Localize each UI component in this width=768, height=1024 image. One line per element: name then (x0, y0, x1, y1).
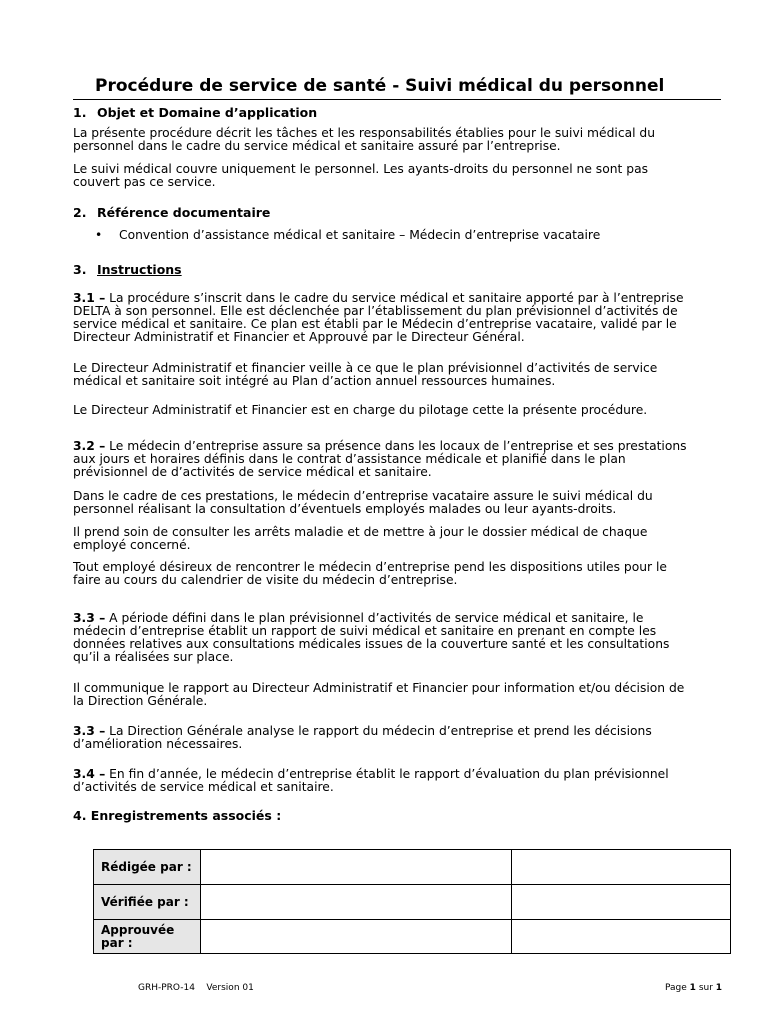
section-3-title: Instructions (97, 262, 182, 277)
section-4-heading: 4. Enregistrements associés : (73, 808, 282, 823)
page-of-word: sur (698, 983, 713, 993)
drafted-by-label: Rédigée par : (94, 850, 201, 885)
document-code: GRH-PRO-14 (138, 983, 195, 993)
text-line: Tout employé désireux de rencontrer le médecin d’entreprise pend les dispositions utiles pour le (73, 560, 667, 574)
item-number: 3.4 – (73, 767, 106, 781)
approval-table (93, 849, 731, 954)
paragraph-3-3-b (73, 682, 721, 708)
text-line: personnel dans le cadre du service médical et sanitaire assuré par l’entreprise. (73, 139, 561, 153)
title-underline (73, 99, 721, 100)
text-line: La présente procédure décrit les tâches et les responsabilités établies pour le suivi médical du (73, 126, 656, 140)
bullet-icon: • (95, 228, 103, 242)
item-number: 3.1 – (73, 291, 106, 305)
document-version: Version 01 (206, 983, 254, 993)
footer-page-number (665, 983, 722, 993)
paragraph-3-3-c (73, 725, 721, 751)
table-row (94, 885, 731, 920)
approved-by-label-line-2: par : (101, 935, 133, 950)
section-1-title: Objet et Domaine d’application (97, 105, 318, 120)
paragraph-3-2-b (73, 490, 721, 516)
verified-by-label: Vérifiée par : (94, 885, 201, 920)
text-line: Le Directeur Administratif et financier veille à ce que le plan prévisionnel d’activités de service (73, 361, 658, 375)
text-line: La procédure s’inscrit dans le cadre du service médical et sanitaire apporté par à l’entreprise (105, 291, 684, 305)
text-line: données relatives aux consultations médicales issues de la couverture santé et les consultations (73, 637, 670, 651)
current-page: 1 (689, 983, 696, 993)
text-line: personnel réalisant la consultation d’éventuels employés malades ou leur ayants-droits. (73, 502, 617, 516)
paragraph-3-2-c (73, 526, 721, 552)
approved-by-signature-cell (512, 920, 731, 954)
text-line: médecin d’entreprise établit un rapport de suivi médical et sanitaire en prenant en compte les (73, 624, 657, 638)
text-line: En fin d’année, le médecin d’entreprise établit le rapport d’évaluation du plan prévisionnel (105, 767, 669, 781)
text-line: faire au cours du calendrier de visite du médecin d’entreprise. (73, 573, 458, 587)
text-line: DELTA à son personnel. Elle est déclenchée par l’établissement du plan prévisionnel d’activités de (73, 304, 678, 318)
approved-by-label-line-1: Approuvée (101, 922, 175, 937)
footer-document-reference (138, 983, 254, 993)
text-line: médical et sanitaire soit intégré au Plan d’action annuel ressources humaines. (73, 374, 556, 388)
text-line: d’activités de service médical et sanitaire. (73, 780, 334, 794)
text-line: employé concerné. (73, 538, 191, 552)
reference-text: Convention d’assistance médical et sanitaire – Médecin d’entreprise vacataire (119, 228, 601, 242)
drafted-by-name-cell (201, 850, 512, 885)
text-line: A période défini dans le plan prévisionnel d’activités de service médical et sanitaire, le (105, 611, 644, 625)
verified-by-name-cell (201, 885, 512, 920)
text-line: Directeur Administratif et Financier et Approuvé par le Directeur Général. (73, 330, 525, 344)
table-row (94, 850, 731, 885)
section-1-paragraph-1 (73, 127, 721, 153)
section-2-number: 2. (73, 205, 87, 220)
paragraph-3-2 (73, 440, 721, 479)
paragraph-3-1 (73, 292, 721, 344)
paragraph-3-1-b (73, 362, 721, 388)
total-pages: 1 (715, 983, 723, 993)
section-1-paragraph-2 (73, 163, 721, 189)
paragraph-3-1-c (73, 404, 721, 417)
section-3-heading (73, 262, 182, 277)
section-2-title: Référence documentaire (97, 205, 271, 220)
section-2-heading (73, 205, 270, 220)
paragraph-3-2-d (73, 561, 721, 587)
table-row (94, 920, 731, 954)
section-1-heading (73, 105, 317, 120)
page-word: Page (665, 983, 687, 993)
section-3-number: 3. (73, 262, 87, 277)
text-line: Dans le cadre de ces prestations, le médecin d’entreprise vacataire assure le suivi médical du (73, 489, 653, 503)
text-line: service médical et sanitaire. Ce plan est établi par le Médecin d’entreprise vacataire, validé par le (73, 317, 677, 331)
drafted-by-signature-cell (512, 850, 731, 885)
text-line: aux jours et horaires définis dans le contrat d’assistance médicale et planifié dans le plan (73, 452, 626, 466)
text-line: Il communique le rapport au Directeur Administratif et Financier pour information et/ou décision de (73, 681, 685, 695)
text-line: Le médecin d’entreprise assure sa présence dans les locaux de l’entreprise et ses prestations (105, 439, 687, 453)
text-line: prévisionnel de d’activités de service médical et sanitaire. (73, 465, 432, 479)
item-number: 3.3 – (73, 611, 106, 625)
reference-bullet-item (95, 228, 600, 242)
document-title: Procédure de service de santé - Suivi médical du personnel (95, 76, 665, 96)
approved-by-name-cell (201, 920, 512, 954)
item-number: 3.3 – (73, 724, 106, 738)
text-line: Il prend soin de consulter les arrêts maladie et de mettre à jour le dossier médical de chaque (73, 525, 648, 539)
text-line: La Direction Générale analyse le rapport du médecin d’entreprise et prend les décisions (105, 724, 652, 738)
paragraph-3-4 (73, 768, 721, 794)
verified-by-signature-cell (512, 885, 731, 920)
section-1-number: 1. (73, 105, 87, 120)
paragraph-3-3 (73, 612, 721, 664)
text-line: la Direction Générale. (73, 694, 208, 708)
approved-by-label (94, 920, 201, 954)
text-line: couvert pas ce service. (73, 175, 216, 189)
text-line: Le Directeur Administratif et Financier est en charge du pilotage cette la présente procédure. (73, 403, 648, 417)
text-line: d’amélioration nécessaires. (73, 737, 243, 751)
text-line: qu’il a réalisées sur place. (73, 650, 234, 664)
text-line: Le suivi médical couvre uniquement le personnel. Les ayants-droits du personnel ne sont pas (73, 162, 649, 176)
item-number: 3.2 – (73, 439, 106, 453)
